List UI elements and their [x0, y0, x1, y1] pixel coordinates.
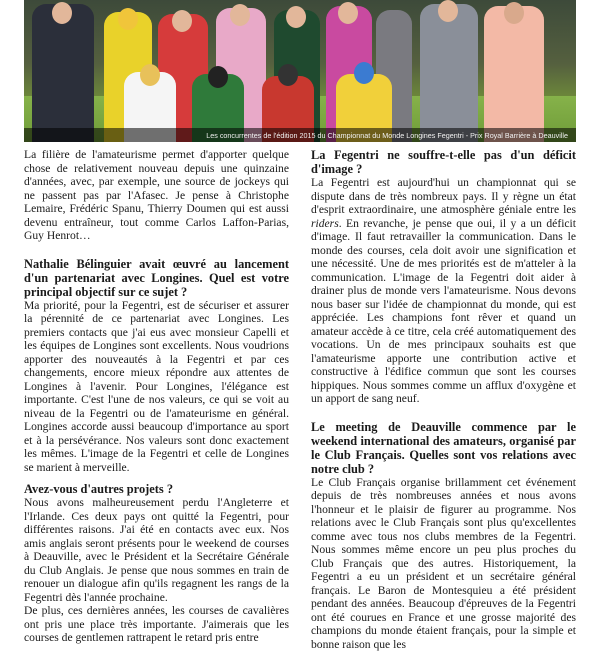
- photo-head: [52, 2, 72, 24]
- answer-image-deficit-part2: . En revanche, je pense que oui, il y a un déficit d'image. Il faut retravailler la communication. Dans le monde des courses, cela doit avoir une signification et une nécessité. Une de mes priorités est de m'atteler à la communication. L'image de la Fegentri doit aider à drainer plus de monde vers l'amateurisme. Nous devons nous baser sur l'idée de championnat du monde, qui est appréciée. Les champions font rêver et quand un amateur accède à ce titre, cela créé automatiquement des vocations. Un de mes principaux souhaits est que l'amateurisme apporte une contribution active et constructive à l'édifice commun que sont les courses hippiques. Nous sommes comme un afflux d'oxygène et un apport de sang neuf.: [311, 217, 576, 406]
- answer-other-projects-cont: De plus, ces dernières années, les courses de cavalières ont pris une place très importante. J'aimerais que les courses de gentlemen rattrapent le retard pris entre: [24, 604, 289, 645]
- question-other-projects: Avez-vous d'autres projets ?: [24, 482, 289, 496]
- photo-head: [286, 6, 306, 28]
- question-image-deficit: La Fegentri ne souffre-t-elle pas d'un déficit d'image ?: [311, 148, 576, 176]
- answer-partnership: Ma priorité, pour la Fegentri, est de sécuriser et assurer la pérennité de ce partenariat avec Longines. Les premiers contacts que j'ai eus avec monsieur Capelli et les équipes de Longines sont excellents. Nous voudrions apporter des nouveautés à la Fegentri et par ces changements, encore mieux répondre aux attentes de Longines à l'avenir. Pour Longines, l'élégance est importante. C'est l'une de nos valeurs, ce qui se voit au niveau de la Fegentri ou de l'amateurisme en général. Longines accorde aussi beaucoup d'importance au sport et à la persévérance. Nos valeurs sont donc exactement les mêmes. L'image de la Fegentri et celle de Longines se marient à merveille.: [24, 299, 289, 475]
- right-column: [311, 148, 576, 651]
- answer-image-deficit-italic: riders: [311, 217, 339, 230]
- photo-caption-bar: [24, 128, 576, 142]
- photo-person-striped-dress: [484, 6, 544, 142]
- photo-person-suit: [32, 4, 94, 142]
- photo-head: [230, 4, 250, 26]
- photo-cap: [118, 8, 138, 30]
- photo-head: [438, 0, 458, 22]
- answer-other-projects: Nous avons malheureusement perdu l'Angleterre et l'Irlande. Ces deux pays ont quitté la Fegentri, pour différentes raisons. J'ai été en contacts avec eux. Nos amis anglais seront présents pour le weekend de courses à Deauville, avec le Président et la Secrétaire Générale du Club Anglais. Je pense que nous sommes en train de renouer un dialogue afin qu'ils regagnent les rangs de la Fegentri dès l'année prochaine.: [24, 496, 289, 604]
- answer-deauville-meeting: Le Club Français organise brillamment cet événement depuis de très nombreuses années et nous avons l'honneur et le plaisir de figurer au programme. Nos relations avec le Club Français sont plus qu'excellentes comme avec tous nos clubs membres de la Fegentri. Nous sommes même encore un peu plus proches du Club Français que des autres. Historiquement, la Fegentri a eu un président et un secrétaire général français. Le Baron de Montesquieu a été président pendant des années. Beaucoup d'épreuves de la Fegentri ont été courues en France et une grosse majorité des champions du monde étaient français, pour la simple et bonne raison que les: [311, 476, 576, 651]
- answer-image-deficit: [311, 176, 576, 406]
- jockeys-group-photo: [24, 0, 576, 142]
- photo-helmet: [354, 62, 374, 84]
- question-partnership: Nathalie Bélinguier avait œuvré au lancement d'un partenariat avec Longines. Quel est votre principal objectif sur ce sujet ?: [24, 257, 289, 299]
- photo-head: [172, 10, 192, 32]
- photo-caption: Les concurrentes de l'édition 2015 du Championnat du Monde Longines Fegentri - Prix Royal Barrière à Deauville: [206, 131, 568, 140]
- photo-head: [504, 2, 524, 24]
- photo-helmet: [208, 66, 228, 88]
- intro-paragraph: La filière de l'amateurisme permet d'apporter quelque chose de relativement nouveau depuis une quinzaine d'années, avec, par exemple, une source de jockeys qui ne passent pas par l'Afasec. Je pense à Christophe Lemaire, Frédéric Spanu, Thierry Doumen qui est aussi devenu entraîneur, tout comme Carlos Laffon-Parias, Guy Henrot…: [24, 148, 289, 243]
- photo-helmet: [140, 64, 160, 86]
- photo-head: [338, 2, 358, 24]
- left-column: [24, 148, 289, 645]
- question-deauville-meeting: Le meeting de Deauville commence par le weekend international des amateurs, organisé par le Club Français. Quelles sont vos relations avec notre club ?: [311, 420, 576, 476]
- photo-helmet: [278, 64, 298, 86]
- answer-image-deficit-part1: La Fegentri est aujourd'hui un championnat qui se dispute dans de très nombreux pays. Il y règne un état d'esprit extraordinaire, une atmosphère géniale entre les: [311, 176, 576, 216]
- photo-person-grey-suit: [420, 4, 478, 142]
